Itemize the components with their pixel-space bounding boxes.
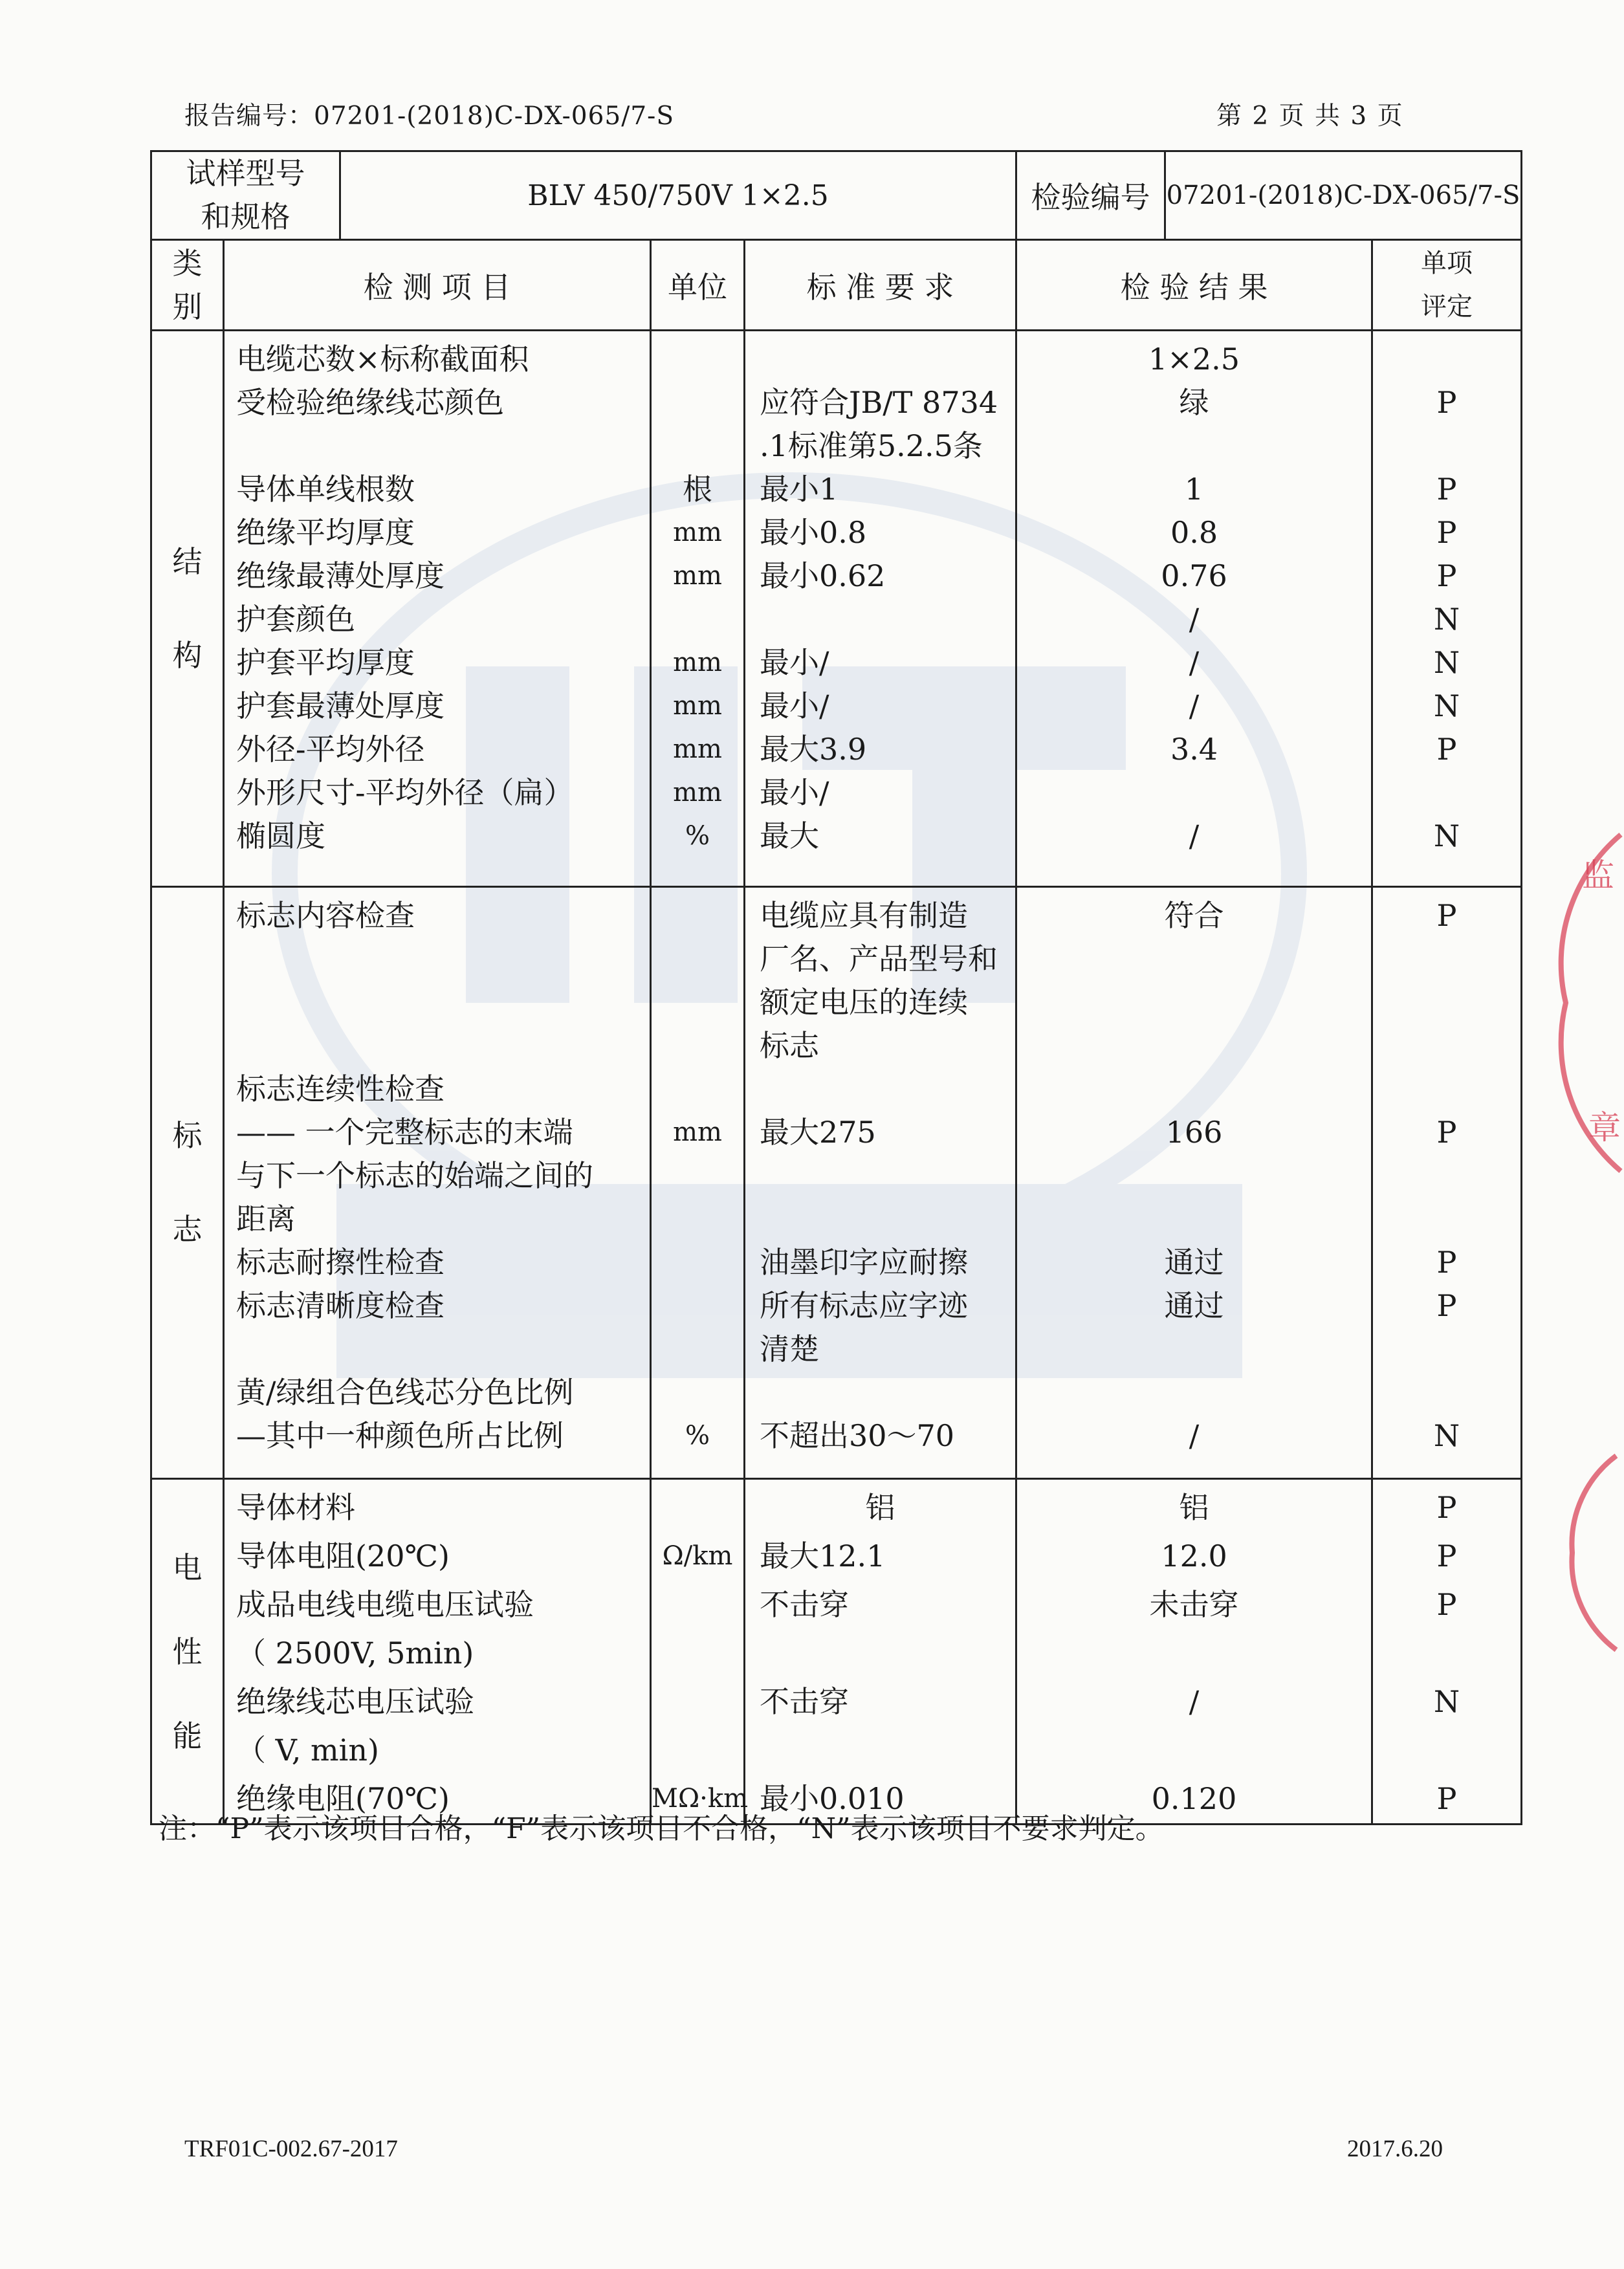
marking-items: 标志内容检查 标志连续性检查 —— 一个完整标志的末端 与下一个标志的始端之间的 距离 标志耐擦性检查 标志清晰度检查 黄/绿组合色线芯分色比例 —其中一种颜色所占比例: [224, 887, 651, 1479]
list-item: 外径-平均外径: [236, 732, 425, 767]
marking-requirements: 电缆应具有制造 厂名、产品型号和 额定电压的连续 标志 最大275 油墨印字应耐擦 所有标志应字迹 清楚 不超出30～70: [745, 887, 1016, 1479]
list-item: 电缆芯数×标称截面积: [236, 342, 529, 377]
form-number: TRF01C-002.67-2017: [184, 2136, 398, 2162]
list-item: 外形尺寸-平均外径（扁）: [236, 775, 574, 810]
legend-note: 注：“P”表示该项目合格，“F”表示该项目不合格，“N”表示该项目不要求判定。: [159, 1812, 1164, 1845]
list-item: 导体单线根数: [236, 472, 415, 507]
list-item: 绝缘平均厚度: [236, 515, 415, 550]
svg-text:监: 监: [1582, 857, 1614, 894]
column-header-row: [151, 240, 1522, 331]
red-seal-fragment: [1553, 835, 1624, 1171]
structure-requirements: 应符合JB/T 8734 .1标准第5.2.5条 最小1 最小0.8 最小0.62 最小/ 最小/ 最大3.9 最小/ 最大: [745, 331, 1016, 887]
structure-items: [224, 331, 651, 887]
structure-evaluations: P P P P N N N P N: [1372, 331, 1522, 887]
report-number: 报告编号：07201-(2018)C-DX-065/7-S: [184, 102, 675, 131]
inspection-table: [150, 150, 1522, 1825]
form-date: 2017.6.20: [1347, 2136, 1443, 2162]
inspection-no-label: 检验编号: [1016, 151, 1165, 240]
category-marking: 标 志: [151, 887, 224, 1479]
marking-section: [151, 887, 1522, 1479]
marking-results: 符合 166 通过 通过 /: [1016, 887, 1372, 1479]
electrical-units: Ω/km MΩ·km: [651, 1479, 745, 1825]
structure-results: 1×2.5 绿 1 0.8 0.76 / / / 3.4 /: [1016, 331, 1372, 887]
list-item: 绝缘最薄处厚度: [236, 558, 444, 593]
sample-spec-value: BLV 450/750V 1×2.5: [340, 151, 1016, 240]
list-item: 护套最薄处厚度: [236, 688, 444, 723]
structure-units: 根 mm mm mm mm mm mm %: [651, 331, 745, 887]
list-item: 椭圆度: [236, 818, 325, 853]
category-structure: 结 构: [151, 331, 224, 887]
col-evaluation: 单项 评定: [1372, 240, 1522, 331]
category-electrical: 电 性 能: [151, 1479, 224, 1825]
electrical-section: [151, 1479, 1522, 1825]
electrical-evaluations: P P P N P: [1372, 1479, 1522, 1825]
list-item: 护套平均厚度: [236, 645, 415, 680]
svg-text:章: 章: [1588, 1109, 1621, 1146]
col-requirement: 标 准 要 求: [745, 240, 1016, 331]
structure-section: [151, 331, 1522, 887]
marking-evaluations: P P P P N: [1372, 887, 1522, 1479]
col-unit: 单位: [651, 240, 745, 331]
page-indicator: 第 2 页 共 3 页: [1216, 102, 1404, 131]
col-result: 检 验 结 果: [1016, 240, 1372, 331]
inspection-no-value: 07201-(2018)C-DX-065/7-S: [1165, 151, 1522, 240]
list-item: 护套颜色: [236, 602, 355, 637]
electrical-requirements: 铝 最大12.1 不击穿 不击穿 最小0.010: [745, 1479, 1016, 1825]
red-seal-edge: [1566, 1456, 1618, 1650]
sample-spec-label: 试样型号 和规格: [151, 151, 340, 240]
list-item: 受检验绝缘线芯颜色: [236, 385, 504, 420]
electrical-results: 铝 12.0 未击穿 / 0.120: [1016, 1479, 1372, 1825]
col-category: 类 别: [151, 240, 224, 331]
col-item: 检 测 项 目: [224, 240, 651, 331]
sample-row: [151, 151, 1522, 240]
marking-units: mm %: [651, 887, 745, 1479]
electrical-items: 导体材料 导体电阻(20℃) 成品电线电缆电压试验 （ 2500V, 5min) 绝缘线芯电压试验 （ V, min) 绝缘电阻(70℃): [224, 1479, 651, 1825]
